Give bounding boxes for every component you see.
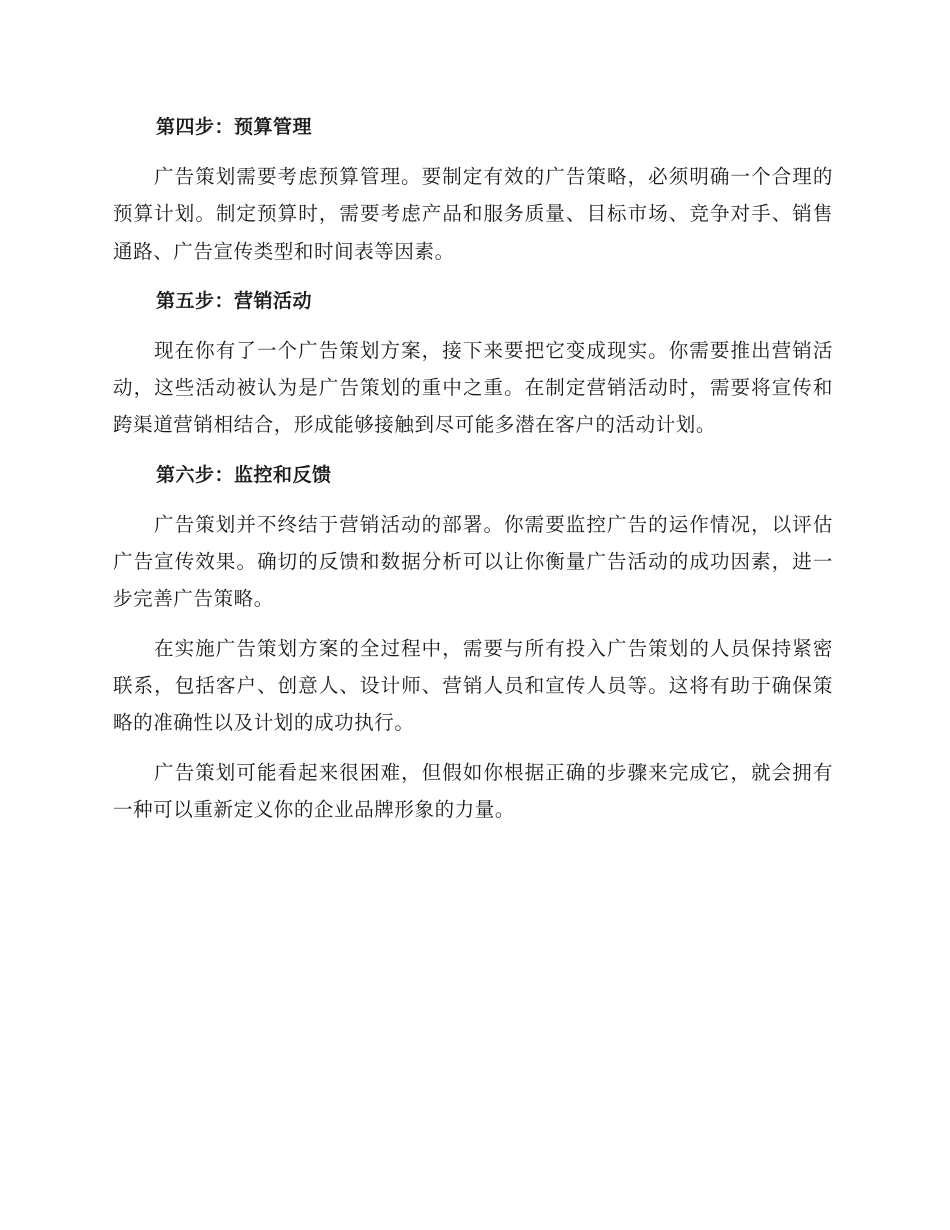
paragraph-budget: 广告策划需要考虑预算管理。要制定有效的广告策略，必须明确一个合理的预算计划。制定预算时，需要考虑产品和服务质量、目标市场、竞争对手、销售通路、广告宣传类型和时间表等因素。 — [113, 165, 833, 263]
document-body — [113, 108, 833, 840]
section-heading-step6: 第六步：监控和反馈 — [156, 463, 332, 486]
paragraph-conclusion: 广告策划可能看起来很困难，但假如你根据正确的步骤来完成它，就会拥有一种可以重新定义你的企业品牌形象的力量。 — [113, 760, 833, 821]
paragraph-collaboration: 在实施广告策划方案的全过程中，需要与所有投入广告策划的人员保持紧密联系，包括客户、创意人、设计师、营销人员和宣传人员等。这将有助于确保策略的准确性以及计划的成功执行。 — [113, 636, 833, 735]
section-heading-step4: 第四步：预算管理 — [156, 116, 313, 138]
paragraph-marketing: 现在你有了一个广告策划方案，接下来要把它变成现实。你需要推出营销活动，这些活动被认为是广告策划的重中之重。在制定营销活动时，需要将宣传和跨渠道营销相结合，形成能够接触到尽可能多潜在客户的活动计划。 — [113, 338, 833, 437]
paragraph-monitoring: 广告策划并不终结于营销活动的部署。你需要监控广告的运作情况，以评估广告宣传效果。确切的反馈和数据分析可以让你衡量广告活动的成功因素，进一步完善广告策略。 — [113, 512, 833, 611]
section-heading-step5: 第五步：营销活动 — [156, 289, 313, 312]
